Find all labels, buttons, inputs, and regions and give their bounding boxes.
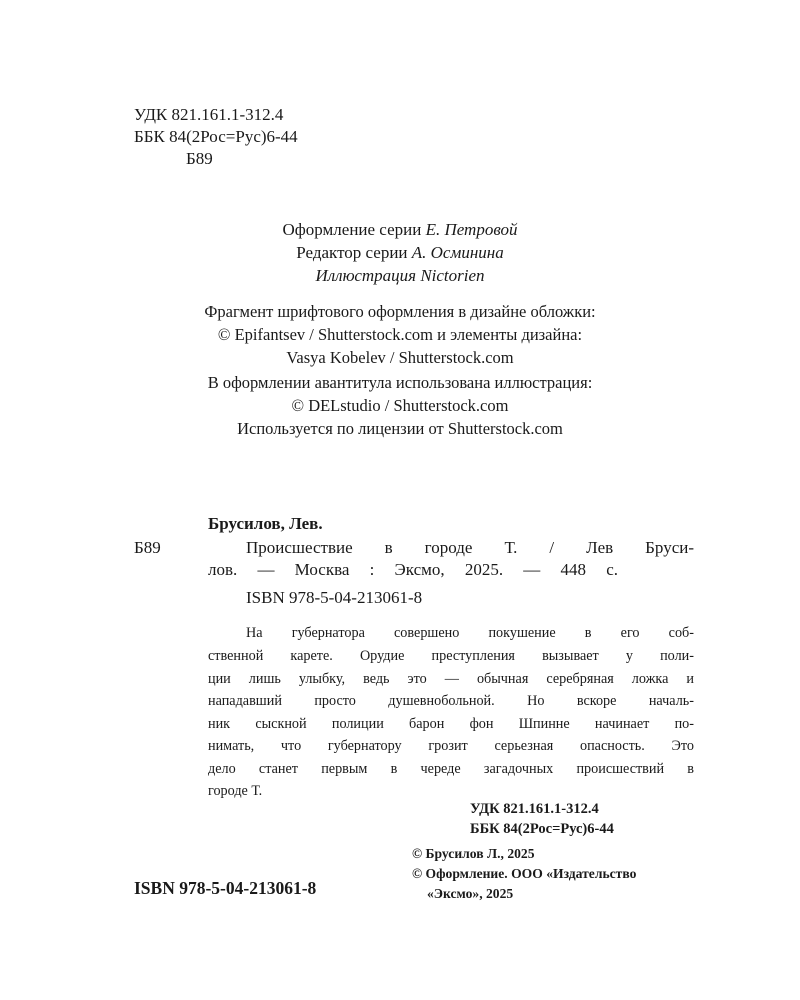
annotation-line: ции лишь улыбку, ведь это — обычная серебряная ложка и (208, 671, 694, 687)
copyright-line: © Брусилов Л., 2025 (412, 846, 535, 861)
catalog-title-line2: лов. — Москва : Эксмо, 2025. — 448 с. (208, 560, 618, 579)
annotation-line: ственной карете. Орудие преступления вызывает у поли- (208, 648, 694, 664)
half-title-credit-line: © DELstudio / Shutterstock.com (291, 396, 509, 415)
annotation-line: На губернатора совершено покушение в его соб- (246, 625, 694, 641)
series-design-label: Оформление серии (282, 220, 426, 239)
cover-font-credit-line: Vasya Kobelev / Shutterstock.com (286, 348, 514, 367)
cover-font-credit-line: © Epifantsev / Shutterstock.com и элементы дизайна: (217, 325, 583, 344)
series-design-credit (0, 218, 800, 241)
bbk-code-top: ББК 84(2Рос=Рус)6-44 (134, 127, 298, 146)
isbn-bottom: ISBN 978-5-04-213061-8 (134, 878, 317, 898)
cover-font-credit-line: Фрагмент шрифтового оформления в дизайне обложки: (204, 302, 596, 321)
catalog-isbn: ISBN 978-5-04-213061-8 (246, 588, 423, 607)
series-editor-label: Редактор серии (296, 243, 412, 262)
copyright-line: «Эксмо», 2025 (427, 886, 514, 901)
half-title-credit-line: В оформлении авантитула использована иллюстрация: (207, 373, 593, 392)
series-design-name: Е. Петровой (425, 220, 518, 239)
bbk-code-bottom: ББК 84(2Рос=Рус)6-44 (470, 821, 614, 837)
annotation-line: ник сыскной полиции барон фон Шпинне начинает по- (208, 716, 694, 732)
catalog-author: Брусилов, Лев. (208, 514, 323, 533)
udk-code-top: УДК 821.161.1-312.4 (134, 105, 284, 124)
annotation-line: дело станет первым в череде загадочных происшествий в (208, 761, 694, 777)
series-editor-name: А. Осминина (411, 243, 504, 262)
half-title-credit-line: Используется по лицензии от Shutterstock.com (237, 419, 563, 438)
series-editor-credit (0, 241, 800, 264)
annotation-line: нападавший просто душевнобольной. Но вскоре началь- (208, 693, 694, 709)
illustration-credit (0, 264, 800, 287)
copyright-line: © Оформление. ООО «Издательство (412, 866, 637, 881)
illustration-name: Nictorien (420, 266, 485, 285)
illustration-label: Иллюстрация (315, 266, 421, 285)
catalog-title-line1: Происшествие в городе Т. / Лев Бруси- (246, 538, 694, 557)
annotation-line: нимать, что губернатору грозит серьезная опасность. Это (208, 738, 694, 754)
catalog-author-mark: Б89 (134, 538, 161, 557)
author-mark-top: Б89 (186, 149, 213, 168)
udk-code-bottom: УДК 821.161.1-312.4 (470, 801, 599, 817)
annotation-line: городе Т. (208, 783, 263, 799)
